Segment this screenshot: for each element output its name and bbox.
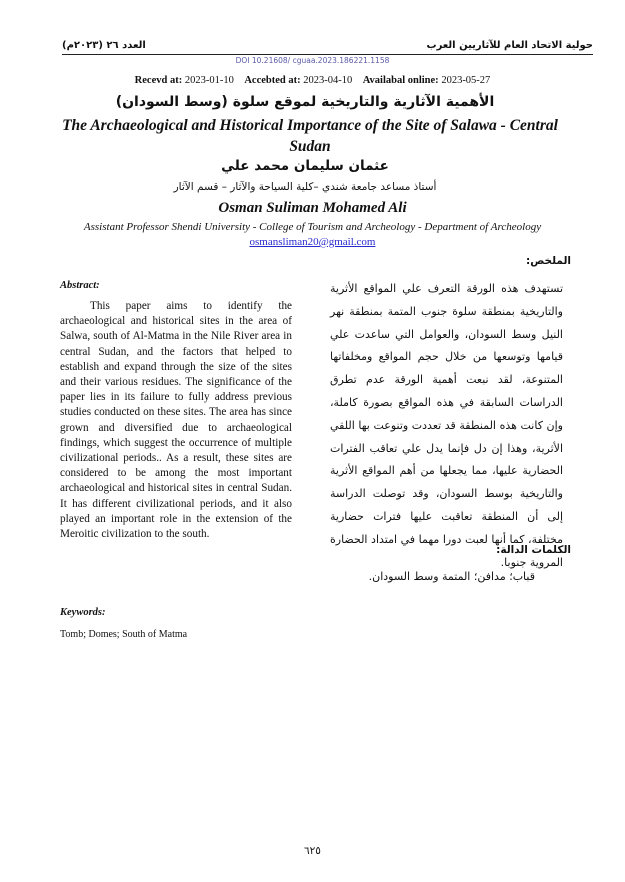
- publication-dates: [0, 75, 625, 86]
- arabic-keywords-text: قباب؛ مدافن؛ المتمة وسط السودان.: [368, 570, 535, 583]
- arabic-keywords-heading: الكلمات الدالة:: [496, 544, 571, 556]
- issue-number: العدد ٢٦ (٢٠٢٣م): [62, 40, 146, 51]
- accepted-label: Accebted at:: [244, 75, 301, 86]
- header-divider: [62, 54, 593, 55]
- online-date: 2023-05-27: [441, 75, 491, 86]
- abstract-heading: Abstract:: [60, 280, 100, 291]
- accepted-date: 2023-04-10: [303, 75, 353, 86]
- received-label: Recevd at:: [134, 75, 183, 86]
- page-number: ٦٢٥: [304, 845, 321, 857]
- online-label: Availabal online:: [362, 75, 439, 86]
- english-title: The Archaeological and Historical Importance of the Site of Salawa - Central Sudan: [62, 117, 558, 155]
- arabic-author-name: عثمان سليمان محمد علي: [221, 158, 389, 174]
- english-affiliation: Assistant Professor Shendi University - College of Tourism and Archeology - Department of Archeology: [83, 221, 542, 233]
- keywords-heading: Keywords:: [60, 607, 106, 618]
- keywords-text: Tomb; Domes; South of Matma: [60, 629, 188, 640]
- arabic-abstract-text: تستهدف هذه الورقة التعرف علي المواقع الأثرية والتاريخية بمنطقة سلوة جنوب المتمة بمنطقة نهر النيل وسط السودان، والعوامل التي ساعدت علي قيامها وتوسعها من خلال حجم المواقع ومخلفاتها المتنوعة، لقد نبعت أهمية الورقة عدم تطرق الدراسات السابقة في هذه المواقع بصورة كاملة، وإن كانت هذه المنطقة قد تعددت وتنوعت بها اللقي الأثرية، وهذا إن دل فإنما يدل علي تعاقب الفترات الحضارية عليها، مما يجعلها من أهم المواقع الأثرية والتاريخية بوسط السودان، وقد توصلت الدراسة إلى أن المنطقة تعاقبت عليها فترات حضارية مختلفة، كما أنها لعبت دورا مهما في امتداد الحضارة المروية جنوبا.: [330, 282, 563, 569]
- abstract-text: This paper aims to identify the archaeological and historical sites in the area of Salwa, south of Al-Matma in the Nile River area in central Sudan, and the factors that helped to establish and expand through the size of the sites and their various residues. The significance of the paper lies in its failure to fully address previous studies conducted on these sites. The area has since grown and diversified due to archaeological findings, which suggest the occurrence of multiple civilizational periods.. As a result, these sites are considered to be among the most important archaeological and historical sites in central Sudan. It has different civilizational periods, and it also played an important role in the extension of the Meroitic civilization to the south.: [60, 300, 292, 541]
- received-date: 2023-01-10: [184, 75, 234, 86]
- english-author-name: Osman Suliman Mohamed Ali: [218, 200, 407, 216]
- doi[interactable]: DOI 10.21608/ cguaa.2023.186221.1158: [235, 56, 390, 65]
- arabic-abstract-heading: الملخص:: [526, 255, 571, 267]
- journal-name: حولية الاتحاد العام للآثاريين العرب: [426, 40, 593, 51]
- arabic-affiliation: أستاذ مساعد جامعة شندي –كلية السياحة والآثار – قسم الآثار: [173, 181, 437, 193]
- author-email-link[interactable]: osmansliman20@gmail.com: [249, 236, 376, 248]
- arabic-title: الأهمية الآثارية والتاريخية لموقع سلوة (وسط السودان): [115, 94, 495, 110]
